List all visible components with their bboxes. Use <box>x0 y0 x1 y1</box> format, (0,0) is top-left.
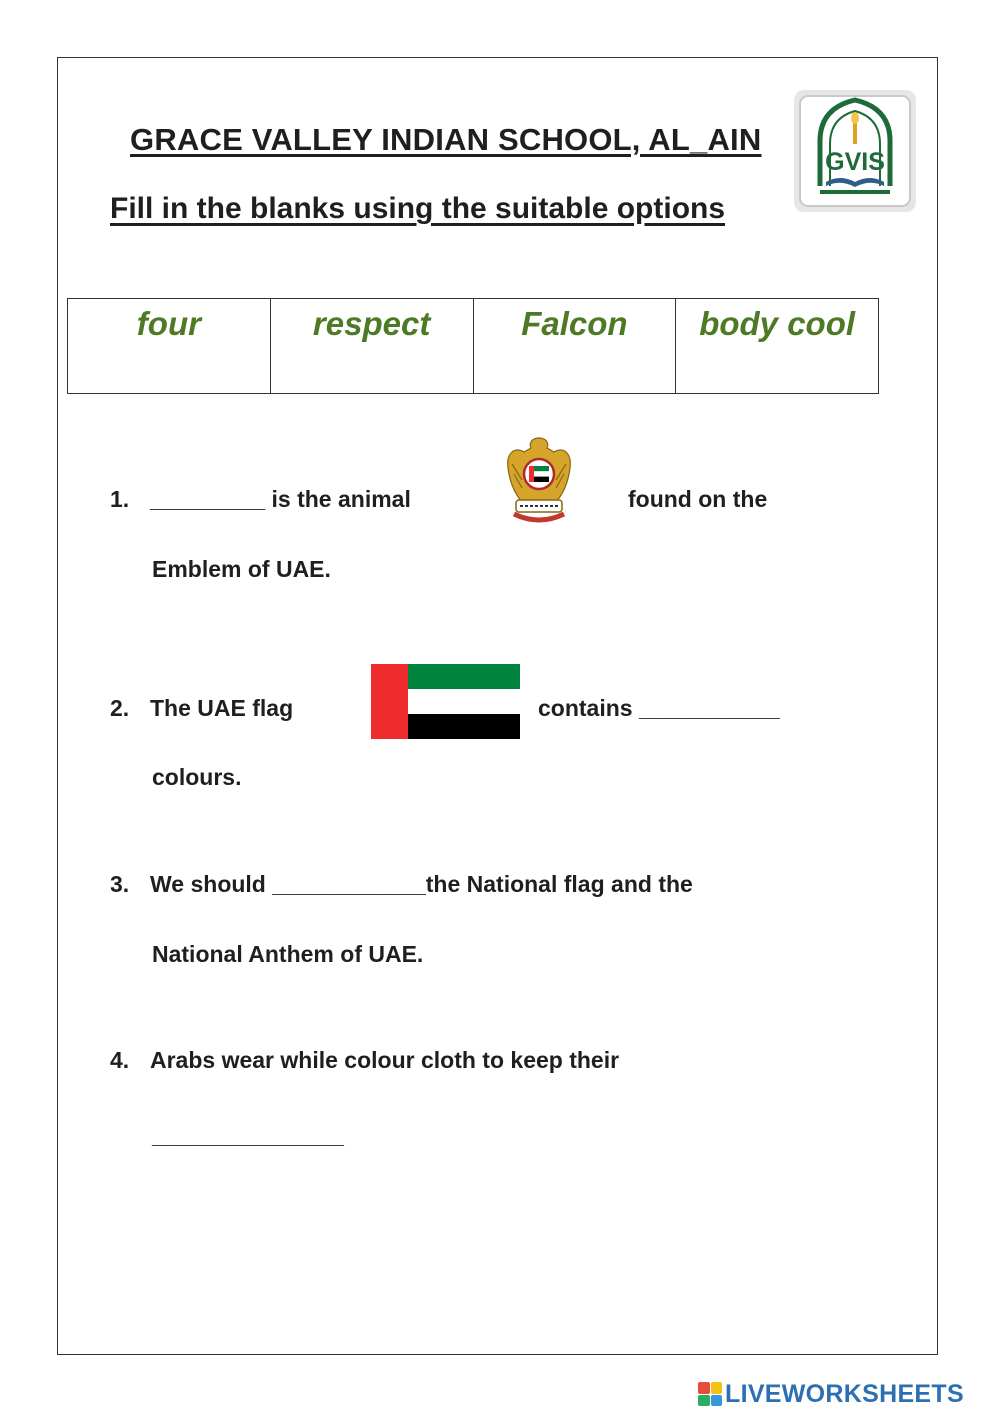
question-3-line-1 <box>110 871 693 898</box>
question-3-text: We should ____________the National flag and the <box>150 871 693 897</box>
question-3-number: 3. <box>110 871 130 897</box>
question-4-number: 4. <box>110 1047 130 1073</box>
uae-emblem-image <box>500 434 578 526</box>
question-4-line-1 <box>110 1047 619 1074</box>
question-2-text-a: The UAE flag <box>150 695 294 721</box>
option-body-cool: body cool <box>676 299 879 394</box>
school-logo <box>790 86 920 216</box>
question-2-line-1 <box>110 695 293 722</box>
instruction-heading: Fill in the blanks using the suitable options <box>110 192 726 225</box>
question-2-line-2: colours. <box>152 764 242 790</box>
question-2-number: 2. <box>110 695 130 721</box>
logo-text: GVIS <box>825 148 885 176</box>
liveworksheets-icon <box>698 1382 722 1406</box>
option-falcon: Falcon <box>473 299 676 394</box>
question-3-line-2: National Anthem of UAE. <box>152 941 424 967</box>
question-1-text-a: _________ is the animal <box>150 486 411 512</box>
question-1-number: 1. <box>110 486 130 512</box>
school-title: GRACE VALLEY INDIAN SCHOOL, AL_AIN <box>130 122 762 157</box>
question-1-line-1 <box>110 486 411 513</box>
liveworksheets-logo <box>698 1380 964 1408</box>
question-4-answer-blank: _______________ <box>152 1122 344 1148</box>
question-2-text-b: contains ___________ <box>538 695 780 721</box>
option-four: four <box>68 299 271 394</box>
question-1-text-b: found on the <box>628 486 768 512</box>
question-4-text: Arabs wear while colour cloth to keep their <box>150 1047 620 1073</box>
option-respect: respect <box>270 299 473 394</box>
question-1-line-2: Emblem of UAE. <box>152 556 331 582</box>
liveworksheets-brand-text: LIVEWORKSHEETS <box>725 1379 964 1408</box>
uae-flag-image <box>371 664 520 739</box>
options-table <box>67 298 879 394</box>
